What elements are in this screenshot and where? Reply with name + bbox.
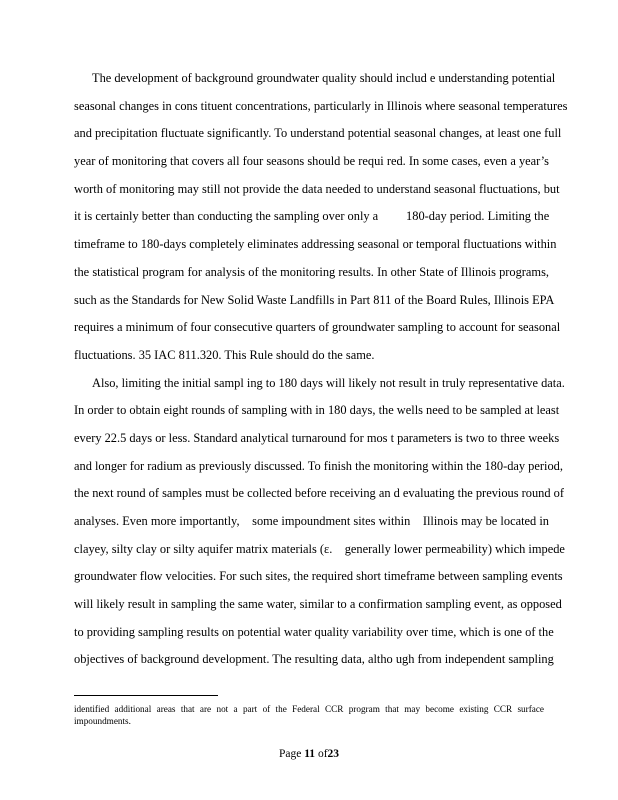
paragraph-1-line-1: The development of background groundwater quality should includ e understanding potential xyxy=(92,71,556,85)
paragraph-1-line-8: the statistical program for analysis of the monitoring results. In other State of Illinois programs, xyxy=(74,264,549,279)
body-text xyxy=(74,65,568,674)
total-page-number: 23 xyxy=(327,748,340,760)
paragraph-1-line-2: seasonal changes in cons tituent concentrations, particularly in Illinois where seasonal temperatures xyxy=(74,98,568,113)
paragraph-2-line-3: every 22.5 days or less. Standard analytical turnaround for mos t parameters is two to three weeks xyxy=(74,430,560,445)
paragraph-1-line-3: and precipitation fluctuate significantly. To understand potential seasonal changes, at least one full xyxy=(74,126,562,141)
paragraph-1-line-9: such as the Standards for New Solid Waste Landfills in Part 811 of the Board Rules, Illinois EPA xyxy=(74,292,555,307)
footnote: identified additional areas that are not a part of the Federal CCR program that may become existing CCR surface impoundments. xyxy=(74,704,544,726)
paragraph-1-line-5: worth of monitoring may still not provide the data needed to understand seasonal fluctuations, but xyxy=(74,181,560,196)
paragraph-2-line-2: In order to obtain eight rounds of sampling with in 180 days, the wells need to be sampled at least xyxy=(74,403,560,418)
paragraph-2-line-7: clayey, silty clay or silty aquifer matrix materials (ε. generally lower permeability) which impede xyxy=(74,541,565,556)
paragraph-1-line-10: requires a minimum of four consecutive quarters of groundwater sampling to account for seasonal xyxy=(74,320,561,335)
paragraph-2-line-8: groundwater flow velocities. For such sites, the required short timeframe between sampling events xyxy=(74,569,563,584)
current-page-number: 11 xyxy=(304,748,316,760)
page-label: Page xyxy=(278,748,302,760)
paragraph-2-line-6: analyses. Even more importantly, some impoundment sites within Illinois may be located in xyxy=(74,514,549,528)
paragraph-1-line-11: fluctuations. 35 IAC 811.320. This Rule should do the same. xyxy=(74,347,375,362)
page-of-label: of xyxy=(317,748,328,760)
paragraph-2-line-4: and longer for radium as previously discussed. To finish the monitoring within the 180-day period, xyxy=(74,458,563,473)
footnote-separator xyxy=(74,695,218,696)
page-number xyxy=(0,748,618,760)
paragraph-2-line-9: will likely result in sampling the same water, similar to a confirmation sampling event, as opposed xyxy=(74,597,562,612)
paragraph-1-line-4: year of monitoring that covers all four seasons should be requi red. In some cases, even a year’s xyxy=(74,154,549,169)
paragraph-2-line-10: to providing sampling results on potential water quality variability over time, which is one of the xyxy=(74,624,554,639)
paragraph-2-line-5: the next round of samples must be collected before receiving an d evaluating the previous round of xyxy=(74,486,564,501)
paragraph-2-line-11: objectives of background development. The resulting data, altho ugh from independent sampling xyxy=(74,652,554,667)
paragraph-1-line-6: it is certainly better than conducting the sampling over only a 180-day period. Limiting the xyxy=(74,209,550,224)
paragraph-1-line-7: timeframe to 180-days completely eliminates addressing seasonal or temporal fluctuations within xyxy=(74,237,557,252)
paragraph-2-line-1: Also, limiting the initial sampl ing to 180 days will likely not result in truly representative data. xyxy=(92,375,565,390)
